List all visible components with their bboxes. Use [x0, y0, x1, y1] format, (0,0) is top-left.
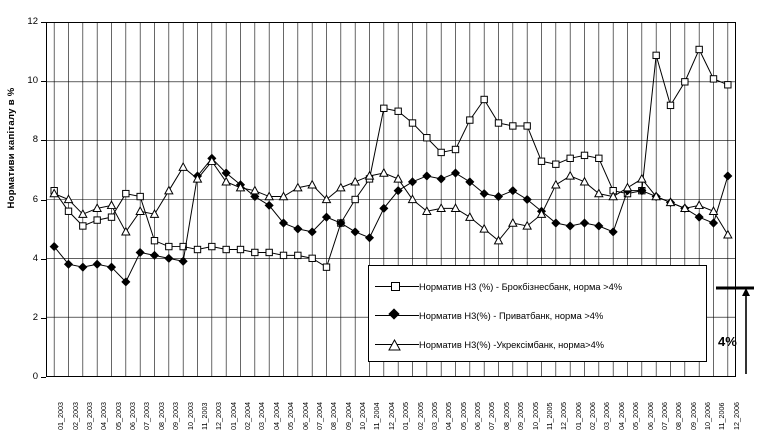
x-tick-label: 05_2004 [286, 402, 296, 430]
legend-symbol-open-triangle-icon [375, 338, 419, 352]
x-tick-label: 10_2005 [530, 402, 540, 430]
x-tick-label: 05_2006 [631, 402, 641, 430]
y-tick-label: 12 [27, 16, 38, 27]
x-tick-label: 03_2006 [602, 402, 612, 430]
y-tick-label: 10 [27, 75, 38, 87]
legend-label: Норматив Н3 (%) - Брокбізнесбанк, норма >4% [419, 281, 623, 292]
x-tick-label: 06_2005 [473, 402, 483, 430]
x-tick-label: 11_2006 [717, 402, 727, 430]
x-tick-label: 11_2003 [199, 402, 209, 430]
x-tick-label: 04_2004 [271, 402, 281, 430]
x-tick-label: 03_2003 [84, 402, 94, 430]
x-tick-label: 08_2005 [501, 402, 511, 430]
x-tick-label: 10_2006 [703, 402, 713, 430]
y-tick-mark [41, 22, 46, 23]
legend-item [375, 330, 702, 359]
threshold-label: 4% [718, 334, 737, 349]
x-tick-label: 09_2003 [171, 402, 181, 430]
y-tick-mark [41, 318, 46, 319]
x-tick-label: 01_2005 [401, 402, 411, 430]
x-tick-label: 05_2003 [113, 402, 123, 430]
x-tick-label: 06_2003 [128, 402, 138, 430]
legend-label: Норматив Н3(%) -Укрексімбанк, норма>4% [419, 339, 605, 350]
x-tick-label: 08_2006 [674, 402, 684, 430]
x-tick-label: 04_2005 [444, 402, 454, 430]
y-tick-label: 4 [32, 252, 38, 264]
y-tick-label: 8 [32, 134, 38, 146]
x-tick-label: 05_2005 [458, 402, 468, 430]
x-tick-label: 12_2006 [731, 402, 741, 430]
legend-item [375, 301, 702, 330]
x-tick-label: 06_2006 [645, 402, 655, 430]
x-tick-label: 12_2005 [559, 402, 569, 430]
x-tick-label: 11_2005 [544, 402, 554, 430]
chart-container: Нормативи капіталу в % 0 2 4 6 8 10 12 01_2003 02_2003 03_2003 04_2003 05_2003 06_2003 07_2003 08_2003 09_2003 10_2003 11_2003 12_2003 01_2004 02_2004 03_2004 04_2004 05_2004 06_2004 07_2004 08_2004 09_2004 10_2004 11_2004 12_2004 01_2005 02_2005 03_2005 04_2005 05_2005 06_2005 07_2005 08_2005 09_2005 10_2005 11_2005 12_2005 01_2006 02_2006 03_2006 04_2006 05_2006 06_2006 07_2006 08_2006 09_2006 10_2006 11_2006 12_2006 Норматив Н3 (%) - Брокбізнесбанк, норма >4% Норматив Н3(%) - Приватбанк, норма >4% Норматив Н3(%) -Укрексімбанк, норма>4% 4% [0, 0, 779, 433]
x-tick-label: 04_2006 [616, 402, 626, 430]
y-tick-label: 0 [32, 371, 38, 382]
legend-symbol-filled-diamond-icon [375, 309, 419, 323]
legend-symbol-open-square-icon [375, 280, 419, 294]
x-tick-label: 09_2004 [343, 402, 353, 430]
x-axis-ticks [46, 380, 741, 432]
x-tick-label: 07_2004 [314, 402, 324, 430]
x-tick-label: 06_2004 [300, 402, 310, 430]
x-tick-label: 09_2006 [688, 402, 698, 430]
legend [368, 265, 707, 362]
y-tick-mark [41, 377, 46, 378]
y-tick-label: 2 [32, 311, 38, 323]
x-tick-label: 07_2005 [487, 402, 497, 430]
x-tick-label: 04_2003 [99, 402, 109, 430]
x-tick-label: 10_2004 [358, 402, 368, 430]
x-tick-label: 01_2004 [228, 402, 238, 430]
y-tick-mark [41, 140, 46, 141]
x-tick-label: 02_2006 [588, 402, 598, 430]
legend-item [375, 272, 702, 301]
x-tick-label: 12_2003 [214, 402, 224, 430]
x-tick-label: 11_2004 [372, 402, 382, 430]
x-tick-label: 07_2003 [142, 402, 152, 430]
x-tick-label: 08_2003 [156, 402, 166, 430]
x-tick-label: 01_2006 [573, 402, 583, 430]
y-tick-mark [41, 200, 46, 201]
x-tick-label: 03_2004 [257, 402, 267, 430]
threshold-annotation [712, 282, 770, 377]
y-tick-mark [41, 259, 46, 260]
y-tick-mark [41, 81, 46, 82]
x-tick-label: 09_2005 [516, 402, 526, 430]
x-tick-label: 12_2004 [386, 402, 396, 430]
legend-label: Норматив Н3(%) - Приватбанк, норма >4% [419, 310, 604, 321]
x-tick-label: 08_2004 [329, 402, 339, 430]
x-tick-label: 10_2003 [185, 402, 195, 430]
x-tick-label: 02_2003 [70, 402, 80, 430]
x-tick-label: 01_2003 [56, 402, 66, 430]
y-tick-label: 6 [32, 193, 38, 205]
x-tick-label: 02_2005 [415, 402, 425, 430]
x-tick-label: 02_2004 [243, 402, 253, 430]
x-tick-label: 03_2005 [429, 402, 439, 430]
x-tick-label: 07_2006 [659, 402, 669, 430]
